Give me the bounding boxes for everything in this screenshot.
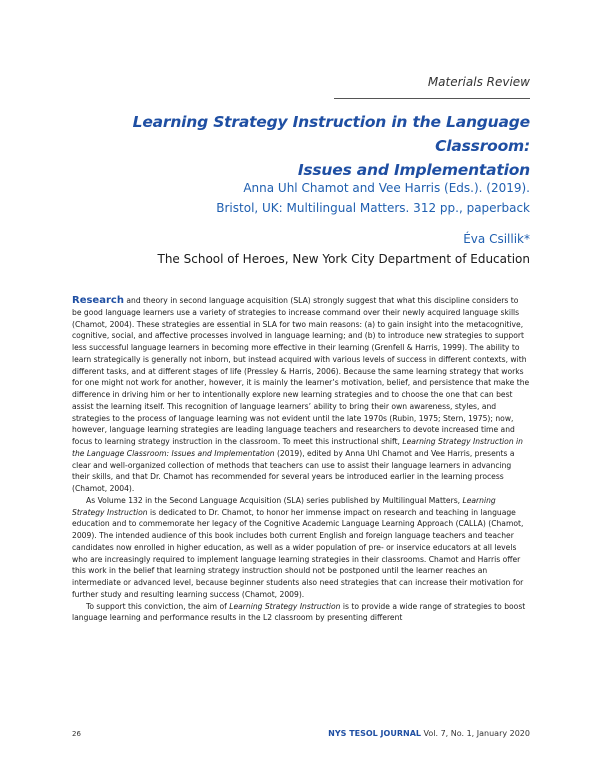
title-line-1: Learning Strategy Instruction in the Language Classroom:	[132, 113, 530, 155]
page-number: 26	[72, 730, 81, 738]
lead-word: Research	[72, 295, 124, 306]
paragraph-3	[72, 601, 530, 625]
paragraph-2-text-a: As Volume 132 in the Second Language Acquisition (SLA) series published by Multilingual Matters,	[86, 495, 463, 505]
paragraph-2-italic: Learning Strategy Instruction	[72, 495, 496, 517]
paragraph-2	[72, 495, 530, 601]
title-line-2: Issues and Implementation	[297, 161, 530, 179]
journal-name: NYS TESOL JOURNAL	[328, 729, 421, 738]
article-body	[72, 295, 530, 624]
paragraph-1-text-a: and theory in second language acquisition (SLA) strongly suggest that what this discipline considers to be good language learners use a variety of strategies to increase command over their newly acquired language skills (Chamot, 2004). These strategies are essential in SLA for two main reasons: (a) to gain insight into the metacognitive, cognitive, social, and affective processes involved in language learning; and (b) to introduce new strategies to support less successful language learners in becoming more effective in their learning (Grenfell & Harris, 1999). The ability to learn strategically is generally not inborn, but instead acquired with various levels of success in different contexts, with different tasks, and at different stages of life (Pressley & Harris, 2006). Because the same learning strategy that works for one might not work for another, however, it is mainly the learner’s motivation, belief, and persistence that make the difference in driving him or her to intentionally explore new learning strategies and to choose the one that can best assist the learning itself. This recognition of language learners’ ability to bring their own awareness, styles, and strategies to the process of language learning was not evident until the late 1970s (Rubin, 1975; Stern, 1975); now, however, language learning strategies are leading language teachers and researchers to devote increased time and focus to learning strategy instruction in the classroom. To meet this instructional shift,	[72, 296, 530, 446]
journal-footer	[328, 729, 530, 738]
book-title-italic: Learning Strategy Instruction in the Language Classroom: Issues and Implementation	[72, 437, 523, 458]
book-authors-year: Anna Uhl Chamot and Vee Harris (Eds.). (2019).	[243, 181, 530, 195]
section-label: Materials Review	[427, 75, 530, 89]
book-publisher: Bristol, UK: Multilingual Matters. 312 pp., paperback	[216, 201, 530, 215]
reviewer-name: Éva Csillik*	[463, 232, 530, 246]
book-citation	[216, 178, 530, 218]
section-divider	[334, 98, 530, 99]
paragraph-1-text-b: (2019), edited by Anna Uhl Chamot and Vee Harris, presents a clear and well-organized collection of methods that teachers can use to assist their language learners in advancing their skills, and that Dr. Chamot has recommended for several years be introduced earlier in the learning process (Chamot, 2004).	[72, 448, 515, 493]
paragraph-1	[72, 295, 530, 495]
paragraph-3-italic: Learning Strategy Instruction	[229, 601, 341, 611]
journal-issue: Vol. 7, No. 1, January 2020	[420, 729, 530, 738]
article-title	[60, 110, 530, 182]
reviewer-block	[158, 229, 531, 269]
paragraph-2-text-b: is dedicated to Dr. Chamot, to honor her immense impact on research and teaching in language education and to commemorate her legacy of the Cognitive Academic Language Learning Approach (CALLA) (Chamot, 2009). The intended audience of this book includes both current English and foreign language teachers and teacher candidates now enrolled in higher education, as well as a wider population of pre- or inservice educators at all levels who are increasingly required to implement language learning strategies in their classrooms. Chamot and Harris offer this work in the belief that learning strategy instruction should not be postponed until the learner reaches an intermediate or advanced level, because beginner students also need strategies that can increase their motivation for further study and resulting learning success (Chamot, 2009).	[72, 507, 524, 599]
paragraph-3-text-b: is to provide a wide range of strategies to boost language learning and performance results in the L2 classroom by presenting different	[72, 601, 526, 623]
reviewer-affiliation: The School of Heroes, New York City Department of Education	[157, 252, 530, 266]
paragraph-3-text-a: To support this conviction, the aim of	[86, 601, 230, 611]
